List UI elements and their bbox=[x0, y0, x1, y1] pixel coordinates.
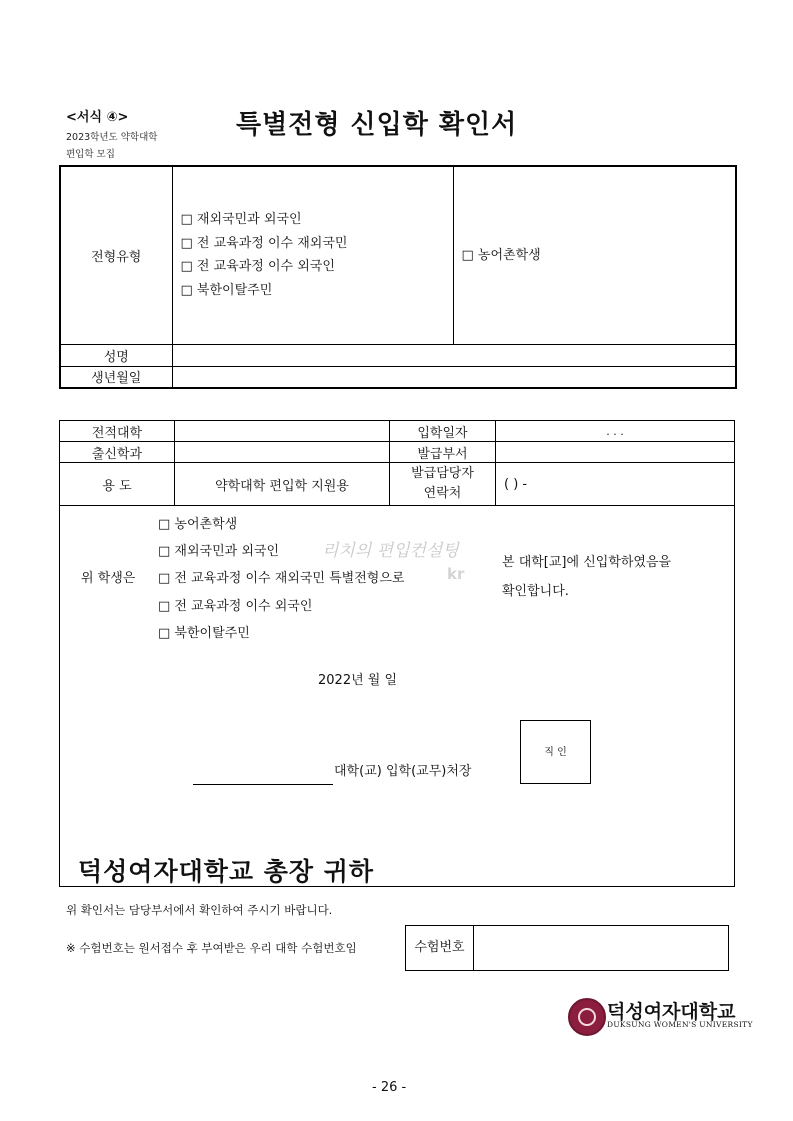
option-north-korean[interactable]: □ 북한이탈주민 bbox=[180, 282, 273, 298]
birth-label: 생년월일 bbox=[60, 366, 172, 388]
watermark-suffix: kr bbox=[447, 565, 465, 583]
signature-line[interactable] bbox=[193, 784, 333, 785]
emblem-inner-ring bbox=[578, 1008, 596, 1026]
prev-dept-label: 출신학과 bbox=[60, 442, 175, 463]
contact-label bbox=[390, 463, 496, 506]
exam-number-field[interactable] bbox=[474, 926, 728, 970]
admit-date-field[interactable]: . . . bbox=[496, 421, 735, 442]
recruit-line: 편입학 모집 bbox=[66, 149, 115, 160]
option-full-course-korean[interactable]: □ 전 교육과정 이수 재외국민 bbox=[180, 235, 348, 251]
contact-field[interactable]: ( ) - bbox=[496, 463, 735, 506]
name-field[interactable] bbox=[172, 344, 736, 366]
exam-number-label: 수험번호 bbox=[414, 940, 465, 955]
contact-label-line2: 연락처 bbox=[423, 486, 462, 501]
signer-title: 대학(교) 입학(교무)처장 bbox=[334, 764, 472, 779]
body-option-overseas-foreign[interactable]: □ 재외국민과 외국인 bbox=[158, 544, 280, 559]
confirmation-table bbox=[59, 420, 735, 887]
body-option-full-course-korean[interactable]: □ 전 교육과정 이수 재외국민 특별전형으로 bbox=[158, 571, 405, 586]
form-number: <서식 ④> bbox=[66, 110, 129, 125]
confirm-text-2: 확인합니다. bbox=[502, 584, 569, 599]
applicant-type-table bbox=[59, 165, 737, 389]
issue-dept-label: 발급부서 bbox=[390, 442, 496, 463]
option-overseas-foreign[interactable]: □ 재외국민과 외국인 bbox=[180, 212, 302, 228]
issue-date-line: 2022년 월 일 bbox=[318, 673, 398, 688]
body-option-rural[interactable]: □ 농어촌학생 bbox=[158, 517, 238, 532]
use-label: 용 도 bbox=[60, 463, 175, 506]
prev-dept-field[interactable] bbox=[175, 442, 390, 463]
page-number: - 26 - bbox=[372, 1080, 407, 1095]
birth-field[interactable] bbox=[172, 366, 736, 388]
logo-english-name: DUKSUNG WOMEN'S UNIVERSITY bbox=[607, 1020, 753, 1029]
prev-univ-label: 전적대학 bbox=[60, 421, 175, 442]
year-line: 2023학년도 약학대학 bbox=[66, 132, 158, 143]
type-label: 전형유형 bbox=[60, 166, 172, 344]
body-option-full-course-foreign[interactable]: □ 전 교육과정 이수 외국인 bbox=[158, 599, 313, 614]
seal-box[interactable] bbox=[520, 720, 591, 784]
name-label: 성명 bbox=[60, 344, 172, 366]
admit-date-label: 입학일자 bbox=[390, 421, 496, 442]
footer-note-1: 위 확인서는 담당부서에서 확인하여 주시기 바랍니다. bbox=[66, 903, 333, 917]
option-full-course-foreign[interactable]: □ 전 교육과정 이수 외국인 bbox=[180, 259, 335, 275]
logo-korean-name: 덕성여자대학교 bbox=[607, 1001, 736, 1023]
seal-label: 직 인 bbox=[544, 747, 567, 758]
prev-univ-field[interactable] bbox=[175, 421, 390, 442]
option-rural[interactable]: □ 농어촌학생 bbox=[461, 247, 541, 263]
confirm-text-1: 본 대학[교]에 신입학하였음을 bbox=[502, 555, 672, 570]
body-option-north-korean[interactable]: □ 북한이탈주민 bbox=[158, 626, 250, 641]
addressee: 덕성여자대학교 총장 귀하 bbox=[78, 857, 375, 886]
contact-label-line1: 발급담당자 bbox=[411, 466, 474, 481]
exam-number-box bbox=[405, 925, 729, 971]
type-options-right bbox=[453, 166, 736, 344]
above-student-label: 위 학생은 bbox=[81, 571, 136, 586]
use-value: 약학대학 편입학 지원용 bbox=[175, 463, 390, 506]
footer-note-2: ※ 수험번호는 원서접수 후 부여받은 우리 대학 수험번호임 bbox=[66, 941, 357, 955]
exam-number-label-cell bbox=[406, 926, 474, 970]
issue-dept-field[interactable] bbox=[496, 442, 735, 463]
watermark-text: 리치의 편입컨설팅 bbox=[322, 541, 459, 561]
document-title: 특별전형 신입학 확인서 bbox=[236, 110, 518, 140]
type-options-left bbox=[172, 166, 453, 344]
